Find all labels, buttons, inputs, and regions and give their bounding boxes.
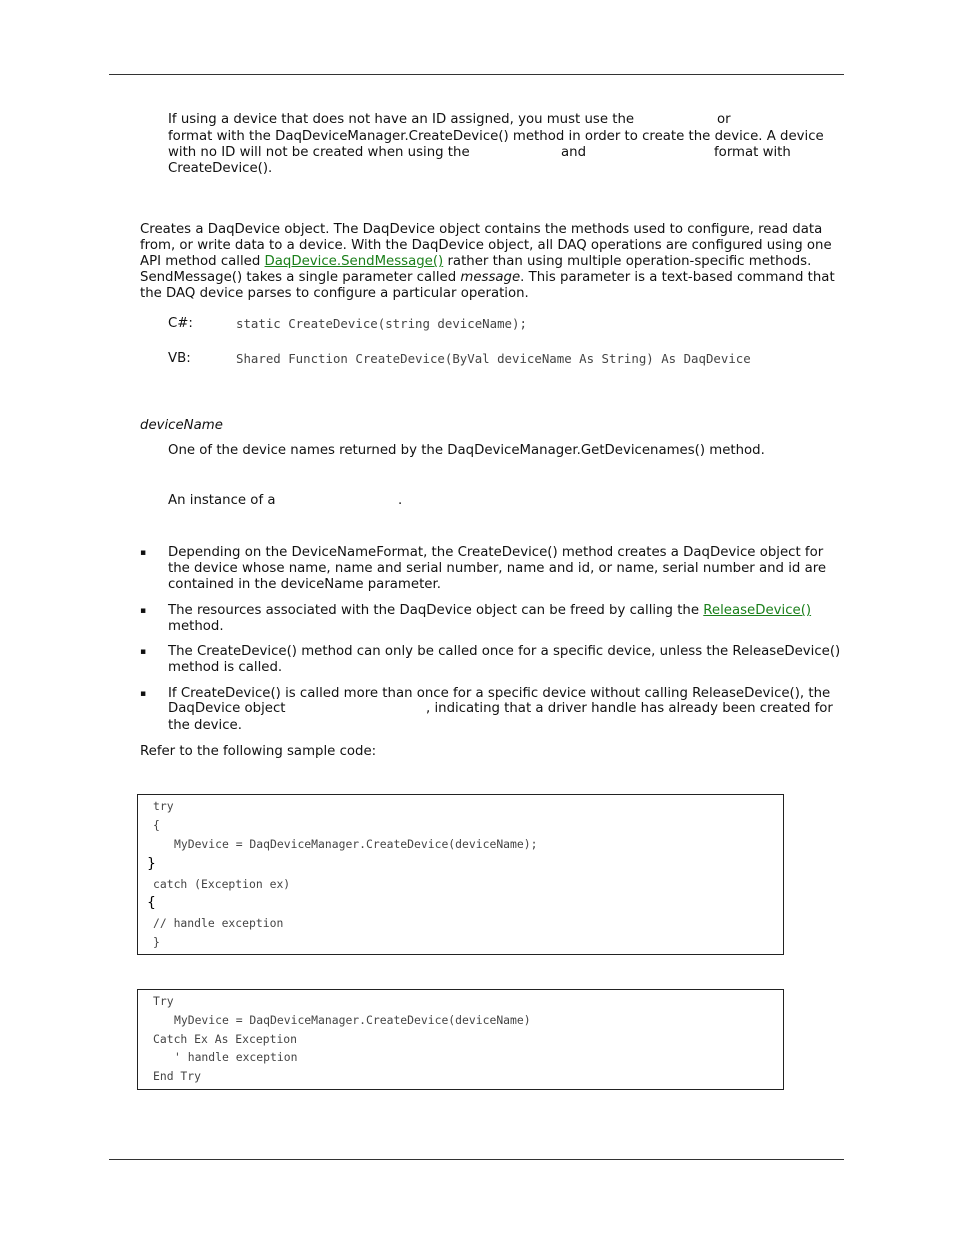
remark-line: , indicating that a driver handle has already been created for (426, 701, 833, 716)
remark-line: method is called. (168, 660, 283, 675)
parameter-name (140, 418, 844, 434)
vb-signature: Shared Function CreateDevice(ByVal deviceName As String) As DaqDevice (236, 351, 751, 366)
vb-label: VB: (168, 351, 191, 366)
code-line: } (153, 935, 160, 949)
description-line (140, 270, 844, 286)
remark-line: contained in the deviceName parameter. (168, 577, 441, 592)
note-line-1 (168, 112, 728, 128)
description-line: the DAQ device parses to configure a particular operation. (140, 286, 529, 301)
description-text: SendMessage() takes a single parameter called (140, 270, 457, 285)
bullet-icon: ▪ (140, 647, 147, 657)
releasedevice-link[interactable]: ReleaseDevice() (703, 603, 812, 618)
bullet-icon: ▪ (140, 548, 147, 558)
description-line: from, or write data to a device. With the DaqDevice object, all DAQ operations are configured using one (140, 238, 832, 253)
description-text: rather than using multiple operation-specific methods. (447, 254, 812, 269)
code-line: { (153, 818, 160, 832)
code-comment: // handle exception (153, 916, 284, 930)
code-line: try (153, 799, 174, 813)
parameter-name-text: deviceName (140, 418, 223, 433)
bullet-icon: ▪ (140, 689, 147, 699)
message-param-name: message (460, 270, 521, 285)
note-text: If using a device that does not have an ID assigned, you must use the (168, 112, 635, 127)
bullet-icon: ▪ (140, 606, 147, 616)
code-line: End Try (153, 1069, 202, 1083)
code-brace: { (147, 895, 156, 911)
return-value-period: . (398, 493, 403, 508)
remark-line: The CreateDevice() method can only be called once for a specific device, unless the ReleaseDevice() (168, 644, 841, 659)
return-value-text: An instance of a (168, 493, 276, 508)
code-line: MyDevice = DaqDeviceManager.CreateDevice(deviceName) (174, 1013, 531, 1027)
code-brace: } (147, 856, 156, 872)
code-comment: ' handle exception (174, 1050, 298, 1064)
note-line-2: format with the DaqDeviceManager.CreateDevice() method in order to create the device. A device (168, 129, 824, 144)
note-format-with: format with (714, 145, 791, 160)
note-or: or (717, 112, 731, 127)
parameter-description: One of the device names returned by the DaqDeviceManager.GetDevicenames() method. (168, 443, 765, 458)
footer-rule (109, 1159, 844, 1160)
note-and: and (561, 145, 587, 160)
description-text: . This parameter is a text-based command that (520, 270, 835, 285)
remark-line (168, 603, 844, 619)
remark-text: The resources associated with the DaqDevice object can be freed by calling the (168, 603, 700, 618)
code-line: Try (153, 994, 174, 1008)
remark-line: method. (168, 619, 224, 634)
sample-intro: Refer to the following sample code: (140, 744, 377, 759)
sendmessage-link[interactable]: DaqDevice.SendMessage() (264, 254, 444, 269)
description-line: Creates a DaqDevice object. The DaqDevice object contains the methods used to configure, read data (140, 222, 823, 237)
header-rule (109, 74, 844, 75)
description-line (140, 254, 844, 270)
note-text: with no ID will not be created when using the (168, 145, 470, 160)
remark-line: the device. (168, 718, 242, 733)
remark-line: Depending on the DeviceNameFormat, the CreateDevice() method creates a DaqDevice object for (168, 545, 824, 560)
vb-sample-box (137, 989, 784, 1090)
remark-line: DaqDevice object (168, 701, 286, 716)
code-line: catch (Exception ex) (153, 877, 291, 891)
remark-line: If CreateDevice() is called more than once for a specific device without calling ReleaseDevice(), the (168, 686, 831, 701)
csharp-sample-box (137, 794, 784, 955)
cs-signature: static CreateDevice(string deviceName); (236, 316, 527, 331)
note-line-4: CreateDevice(). (168, 161, 273, 176)
cs-label: C#: (168, 316, 193, 331)
code-line: MyDevice = DaqDeviceManager.CreateDevice(deviceName); (174, 837, 538, 851)
description-text: API method called (140, 254, 261, 269)
remark-line: the device whose name, name and serial number, name and id, or name, serial number and id are (168, 561, 827, 576)
code-line: Catch Ex As Exception (153, 1032, 298, 1046)
